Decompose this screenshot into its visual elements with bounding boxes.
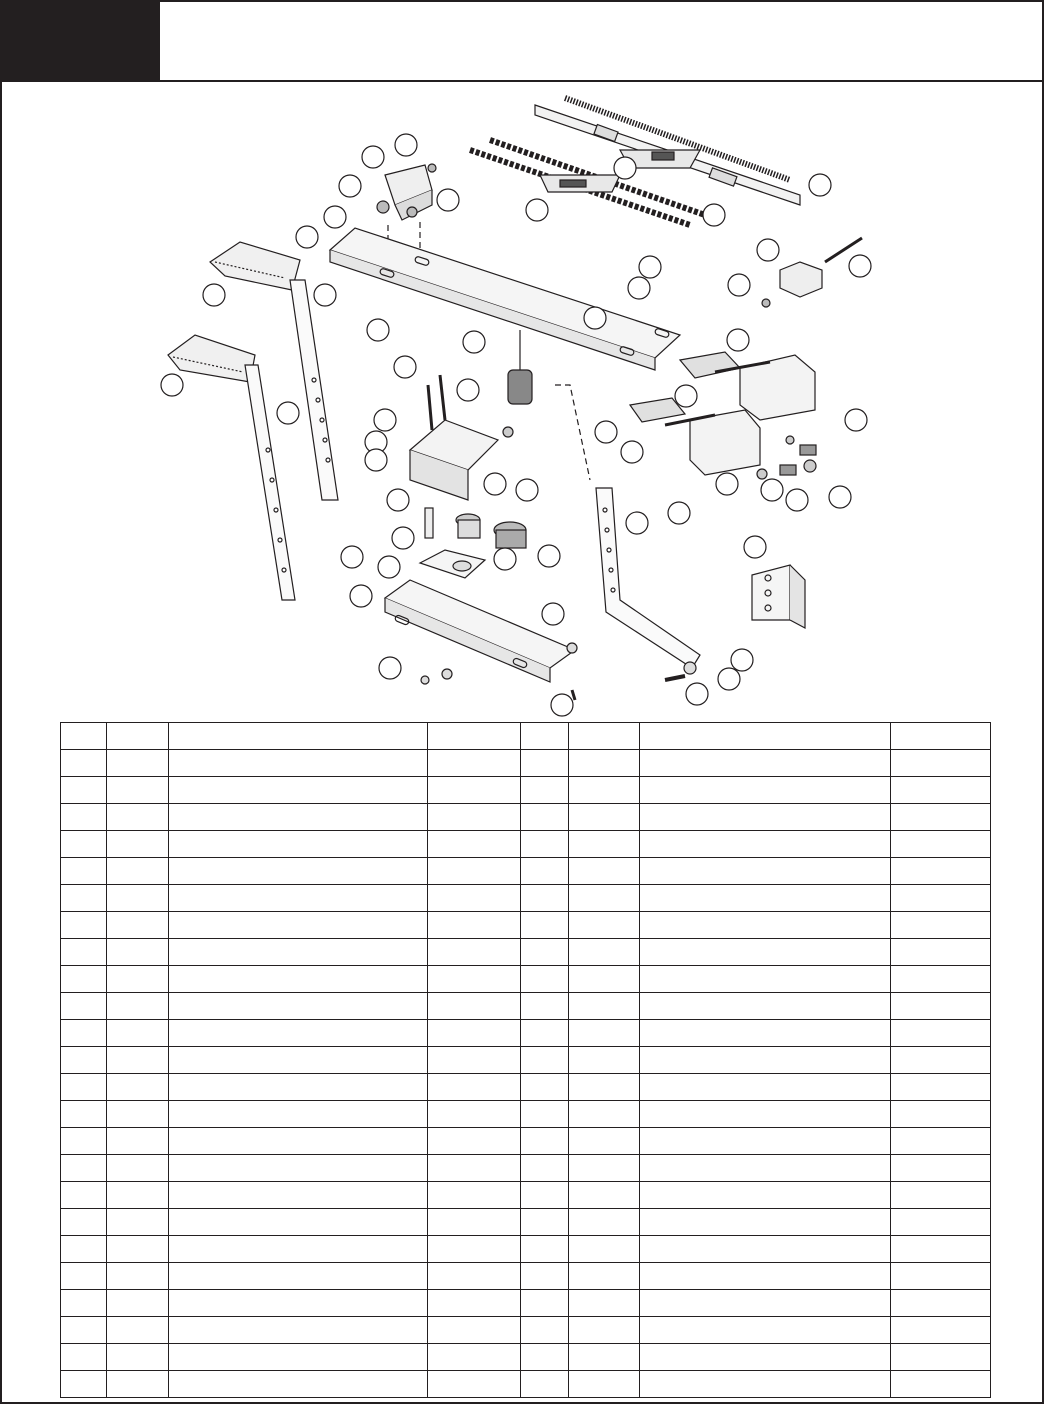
table-cell xyxy=(568,966,639,993)
table-cell xyxy=(107,1128,169,1155)
table-header-cell xyxy=(107,723,169,750)
pulley-gears xyxy=(456,514,526,548)
table-cell xyxy=(107,966,169,993)
table-cell xyxy=(521,750,568,777)
table-cell xyxy=(169,750,428,777)
table-cell xyxy=(107,1290,169,1317)
callout xyxy=(161,374,183,396)
callout xyxy=(395,134,417,156)
table-cell xyxy=(428,1182,521,1209)
table-cell xyxy=(639,1236,890,1263)
table-cell xyxy=(890,1047,990,1074)
table-cell xyxy=(428,831,521,858)
table-cell xyxy=(169,1236,428,1263)
table-cell xyxy=(428,1047,521,1074)
callout xyxy=(324,206,346,228)
table-cell xyxy=(568,831,639,858)
table-row xyxy=(61,1344,991,1371)
table-row xyxy=(61,993,991,1020)
table-cell xyxy=(107,1317,169,1344)
table-cell xyxy=(639,1182,890,1209)
table-row xyxy=(61,1047,991,1074)
table-cell xyxy=(107,993,169,1020)
table-cell xyxy=(639,966,890,993)
table-cell xyxy=(428,966,521,993)
callout xyxy=(494,548,516,570)
callout xyxy=(718,668,740,690)
table-cell xyxy=(169,1101,428,1128)
table-cell xyxy=(169,1290,428,1317)
table-cell xyxy=(428,1344,521,1371)
callout xyxy=(339,175,361,197)
callout xyxy=(744,536,766,558)
callout xyxy=(731,649,753,671)
table-cell xyxy=(107,1182,169,1209)
table-row xyxy=(61,1290,991,1317)
callout xyxy=(296,226,318,248)
table-cell xyxy=(107,1263,169,1290)
table-header-cell xyxy=(169,723,428,750)
table-cell xyxy=(568,1317,639,1344)
table-cell xyxy=(568,1128,639,1155)
table-cell xyxy=(568,1290,639,1317)
table-cell xyxy=(568,1263,639,1290)
table-cell xyxy=(107,912,169,939)
spring-hardware xyxy=(757,436,816,479)
table-cell xyxy=(61,804,107,831)
table-row xyxy=(61,831,991,858)
table-cell xyxy=(890,885,990,912)
table-cell xyxy=(169,1128,428,1155)
callout xyxy=(809,174,831,196)
table-row xyxy=(61,1155,991,1182)
table-cell xyxy=(568,804,639,831)
table-cell xyxy=(639,1371,890,1398)
callout xyxy=(457,379,479,401)
main-angle-rail xyxy=(330,228,680,370)
table-cell xyxy=(890,1317,990,1344)
table-cell xyxy=(890,804,990,831)
callout xyxy=(621,441,643,463)
table-cell xyxy=(568,1236,639,1263)
callout xyxy=(626,512,648,534)
callout xyxy=(374,409,396,431)
table-cell xyxy=(61,777,107,804)
table-cell xyxy=(568,1047,639,1074)
table-cell xyxy=(521,939,568,966)
callout xyxy=(668,502,690,524)
table-cell xyxy=(568,1155,639,1182)
table-cell xyxy=(428,1155,521,1182)
table-cell xyxy=(890,1182,990,1209)
table-cell xyxy=(107,1209,169,1236)
callout xyxy=(378,556,400,578)
light-lens-upper xyxy=(210,242,300,290)
table-cell xyxy=(169,1074,428,1101)
callout xyxy=(203,284,225,306)
callout xyxy=(703,204,725,226)
callout xyxy=(639,256,661,278)
callout xyxy=(551,694,573,716)
callout xyxy=(277,402,299,424)
table-cell xyxy=(61,1209,107,1236)
table-row xyxy=(61,1182,991,1209)
table-cell xyxy=(568,1020,639,1047)
table-cell xyxy=(107,1020,169,1047)
callout xyxy=(437,189,459,211)
callout xyxy=(379,657,401,679)
table-cell xyxy=(428,1371,521,1398)
table-cell xyxy=(521,1344,568,1371)
table-cell xyxy=(428,750,521,777)
table-cell xyxy=(639,1344,890,1371)
table-cell xyxy=(428,1101,521,1128)
table-cell xyxy=(521,1020,568,1047)
callout xyxy=(314,284,336,306)
table-row xyxy=(61,1101,991,1128)
drive-sprocket xyxy=(508,330,532,404)
table-cell xyxy=(61,1344,107,1371)
table-cell xyxy=(521,1236,568,1263)
table-cell xyxy=(639,1101,890,1128)
table-cell xyxy=(639,1263,890,1290)
table-cell xyxy=(521,1101,568,1128)
table-cell xyxy=(428,777,521,804)
table-cell xyxy=(890,1290,990,1317)
table-cell xyxy=(568,1371,639,1398)
table-cell xyxy=(61,1074,107,1101)
callout xyxy=(516,479,538,501)
table-cell xyxy=(890,1344,990,1371)
table-cell xyxy=(107,1155,169,1182)
table-cell xyxy=(890,912,990,939)
callout xyxy=(362,146,384,168)
table-cell xyxy=(169,777,428,804)
exploded-parts-diagram xyxy=(0,82,1044,722)
callout xyxy=(757,239,779,261)
table-cell xyxy=(61,1047,107,1074)
table-cell xyxy=(61,1182,107,1209)
corner-bracket xyxy=(752,565,805,628)
callout xyxy=(367,319,389,341)
table-cell xyxy=(521,1155,568,1182)
callout xyxy=(387,489,409,511)
table-cell xyxy=(61,1128,107,1155)
table-header-row xyxy=(61,723,991,750)
callout xyxy=(595,421,617,443)
callout xyxy=(686,683,708,705)
table-cell xyxy=(61,1155,107,1182)
table-cell xyxy=(169,804,428,831)
table-cell xyxy=(521,912,568,939)
table-cell xyxy=(61,1317,107,1344)
table-cell xyxy=(169,1317,428,1344)
table-cell xyxy=(521,1317,568,1344)
table-cell xyxy=(568,1344,639,1371)
table-cell xyxy=(107,1047,169,1074)
table-cell xyxy=(568,939,639,966)
callout xyxy=(365,449,387,471)
callout xyxy=(849,255,871,277)
table-cell xyxy=(890,1371,990,1398)
table-cell xyxy=(61,912,107,939)
callout xyxy=(484,473,506,495)
table-row xyxy=(61,804,991,831)
table-row xyxy=(61,1128,991,1155)
callout xyxy=(845,409,867,431)
table-cell xyxy=(890,966,990,993)
table-cell xyxy=(890,939,990,966)
callout xyxy=(542,603,564,625)
table-cell xyxy=(107,1074,169,1101)
table-cell xyxy=(568,1209,639,1236)
table-cell xyxy=(169,1209,428,1236)
table-cell xyxy=(568,777,639,804)
table-cell xyxy=(107,750,169,777)
callout xyxy=(463,331,485,353)
table-cell xyxy=(639,1047,890,1074)
section-tab-block xyxy=(0,0,160,80)
table-cell xyxy=(107,858,169,885)
table-cell xyxy=(428,1290,521,1317)
table-cell xyxy=(639,750,890,777)
table-cell xyxy=(107,804,169,831)
table-cell xyxy=(890,1020,990,1047)
table-cell xyxy=(169,1344,428,1371)
table-header-cell xyxy=(890,723,990,750)
table-cell xyxy=(107,939,169,966)
parts-list-table xyxy=(60,722,991,1398)
table-cell xyxy=(428,1236,521,1263)
table-cell xyxy=(890,831,990,858)
table-cell xyxy=(428,858,521,885)
table-cell xyxy=(428,1209,521,1236)
table-cell xyxy=(639,1209,890,1236)
callout xyxy=(716,473,738,495)
straight-door-arm xyxy=(245,280,338,600)
table-cell xyxy=(428,1317,521,1344)
table-cell xyxy=(428,1020,521,1047)
table-cell xyxy=(639,1074,890,1101)
table-cell xyxy=(107,885,169,912)
callout xyxy=(392,527,414,549)
table-row xyxy=(61,912,991,939)
table-cell xyxy=(521,966,568,993)
table-row xyxy=(61,1074,991,1101)
callout xyxy=(614,157,636,179)
table-header-cell xyxy=(639,723,890,750)
table-cell xyxy=(890,1101,990,1128)
table-cell xyxy=(639,804,890,831)
table-cell xyxy=(639,912,890,939)
table-cell xyxy=(521,831,568,858)
table-cell xyxy=(639,1290,890,1317)
table-cell xyxy=(61,750,107,777)
callout xyxy=(538,545,560,567)
table-cell xyxy=(169,1182,428,1209)
table-cell xyxy=(568,858,639,885)
table-cell xyxy=(61,1290,107,1317)
table-cell xyxy=(890,1128,990,1155)
table-cell xyxy=(639,939,890,966)
table-row xyxy=(61,1209,991,1236)
table-cell xyxy=(568,912,639,939)
table-header-cell xyxy=(521,723,568,750)
table-cell xyxy=(428,804,521,831)
callout xyxy=(628,277,650,299)
table-cell xyxy=(639,858,890,885)
table-cell xyxy=(169,1155,428,1182)
table-cell xyxy=(890,1236,990,1263)
table-cell xyxy=(890,1155,990,1182)
table-cell xyxy=(639,1020,890,1047)
table-cell xyxy=(521,777,568,804)
callout xyxy=(526,199,548,221)
table-row xyxy=(61,1236,991,1263)
table-row xyxy=(61,1020,991,1047)
table-cell xyxy=(61,1371,107,1398)
table-cell xyxy=(639,885,890,912)
table-cell xyxy=(568,1182,639,1209)
table-cell xyxy=(61,966,107,993)
table-cell xyxy=(568,1101,639,1128)
table-cell xyxy=(521,858,568,885)
table-cell xyxy=(428,912,521,939)
callout xyxy=(727,329,749,351)
table-cell xyxy=(568,750,639,777)
callout xyxy=(829,486,851,508)
table-cell xyxy=(639,777,890,804)
table-cell xyxy=(639,1155,890,1182)
table-cell xyxy=(107,1236,169,1263)
table-cell xyxy=(61,885,107,912)
table-cell xyxy=(107,777,169,804)
table-cell xyxy=(169,1263,428,1290)
table-cell xyxy=(428,993,521,1020)
table-cell xyxy=(61,1020,107,1047)
lower-angle-rail xyxy=(385,580,577,700)
table-cell xyxy=(568,885,639,912)
table-cell xyxy=(169,1371,428,1398)
callout xyxy=(761,479,783,501)
table-cell xyxy=(428,885,521,912)
table-cell xyxy=(890,1209,990,1236)
table-row xyxy=(61,777,991,804)
table-cell xyxy=(568,1074,639,1101)
table-cell xyxy=(890,777,990,804)
table-cell xyxy=(639,1317,890,1344)
table-cell xyxy=(169,885,428,912)
table-cell xyxy=(107,1344,169,1371)
table-cell xyxy=(169,831,428,858)
table-cell xyxy=(890,993,990,1020)
table-cell xyxy=(169,1047,428,1074)
callout xyxy=(341,546,363,568)
table-cell xyxy=(61,858,107,885)
table-cell xyxy=(61,939,107,966)
callout xyxy=(786,489,808,511)
table-cell xyxy=(521,1290,568,1317)
callout xyxy=(350,585,372,607)
table-cell xyxy=(169,912,428,939)
table-row xyxy=(61,1317,991,1344)
table-cell xyxy=(61,1236,107,1263)
callout xyxy=(675,385,697,407)
table-cell xyxy=(521,1371,568,1398)
callout xyxy=(728,274,750,296)
table-cell xyxy=(521,1128,568,1155)
table-cell xyxy=(428,1074,521,1101)
table-cell xyxy=(890,858,990,885)
table-row xyxy=(61,1371,991,1398)
table-cell xyxy=(639,993,890,1020)
table-cell xyxy=(61,1101,107,1128)
table-cell xyxy=(521,1047,568,1074)
table-cell xyxy=(169,1020,428,1047)
curved-door-arm xyxy=(555,385,700,680)
light-lens-lower xyxy=(168,335,255,382)
table-cell xyxy=(639,831,890,858)
table-cell xyxy=(61,1263,107,1290)
table-cell xyxy=(428,1128,521,1155)
table-cell xyxy=(521,804,568,831)
table-row xyxy=(61,939,991,966)
table-header-cell xyxy=(61,723,107,750)
table-cell xyxy=(169,966,428,993)
table-cell xyxy=(428,1263,521,1290)
table-cell xyxy=(107,1371,169,1398)
table-cell xyxy=(521,993,568,1020)
table-row xyxy=(61,966,991,993)
callout xyxy=(394,356,416,378)
table-row xyxy=(61,750,991,777)
table-cell xyxy=(890,1074,990,1101)
table-cell xyxy=(639,1128,890,1155)
table-cell xyxy=(890,1263,990,1290)
table-cell xyxy=(890,750,990,777)
table-cell xyxy=(521,1209,568,1236)
callout xyxy=(584,307,606,329)
table-cell xyxy=(428,939,521,966)
table-cell xyxy=(107,1101,169,1128)
table-cell xyxy=(107,831,169,858)
table-cell xyxy=(61,831,107,858)
table-cell xyxy=(521,1074,568,1101)
table-header-cell xyxy=(568,723,639,750)
table-cell xyxy=(169,858,428,885)
table-row xyxy=(61,858,991,885)
table-cell xyxy=(568,993,639,1020)
right-bracket-blocks xyxy=(630,352,815,475)
table-header-cell xyxy=(428,723,521,750)
table-row xyxy=(61,1263,991,1290)
table-cell xyxy=(521,1182,568,1209)
table-cell xyxy=(521,885,568,912)
table-cell xyxy=(521,1263,568,1290)
table-cell xyxy=(169,993,428,1020)
table-cell xyxy=(169,939,428,966)
table-row xyxy=(61,885,991,912)
table-cell xyxy=(61,993,107,1020)
